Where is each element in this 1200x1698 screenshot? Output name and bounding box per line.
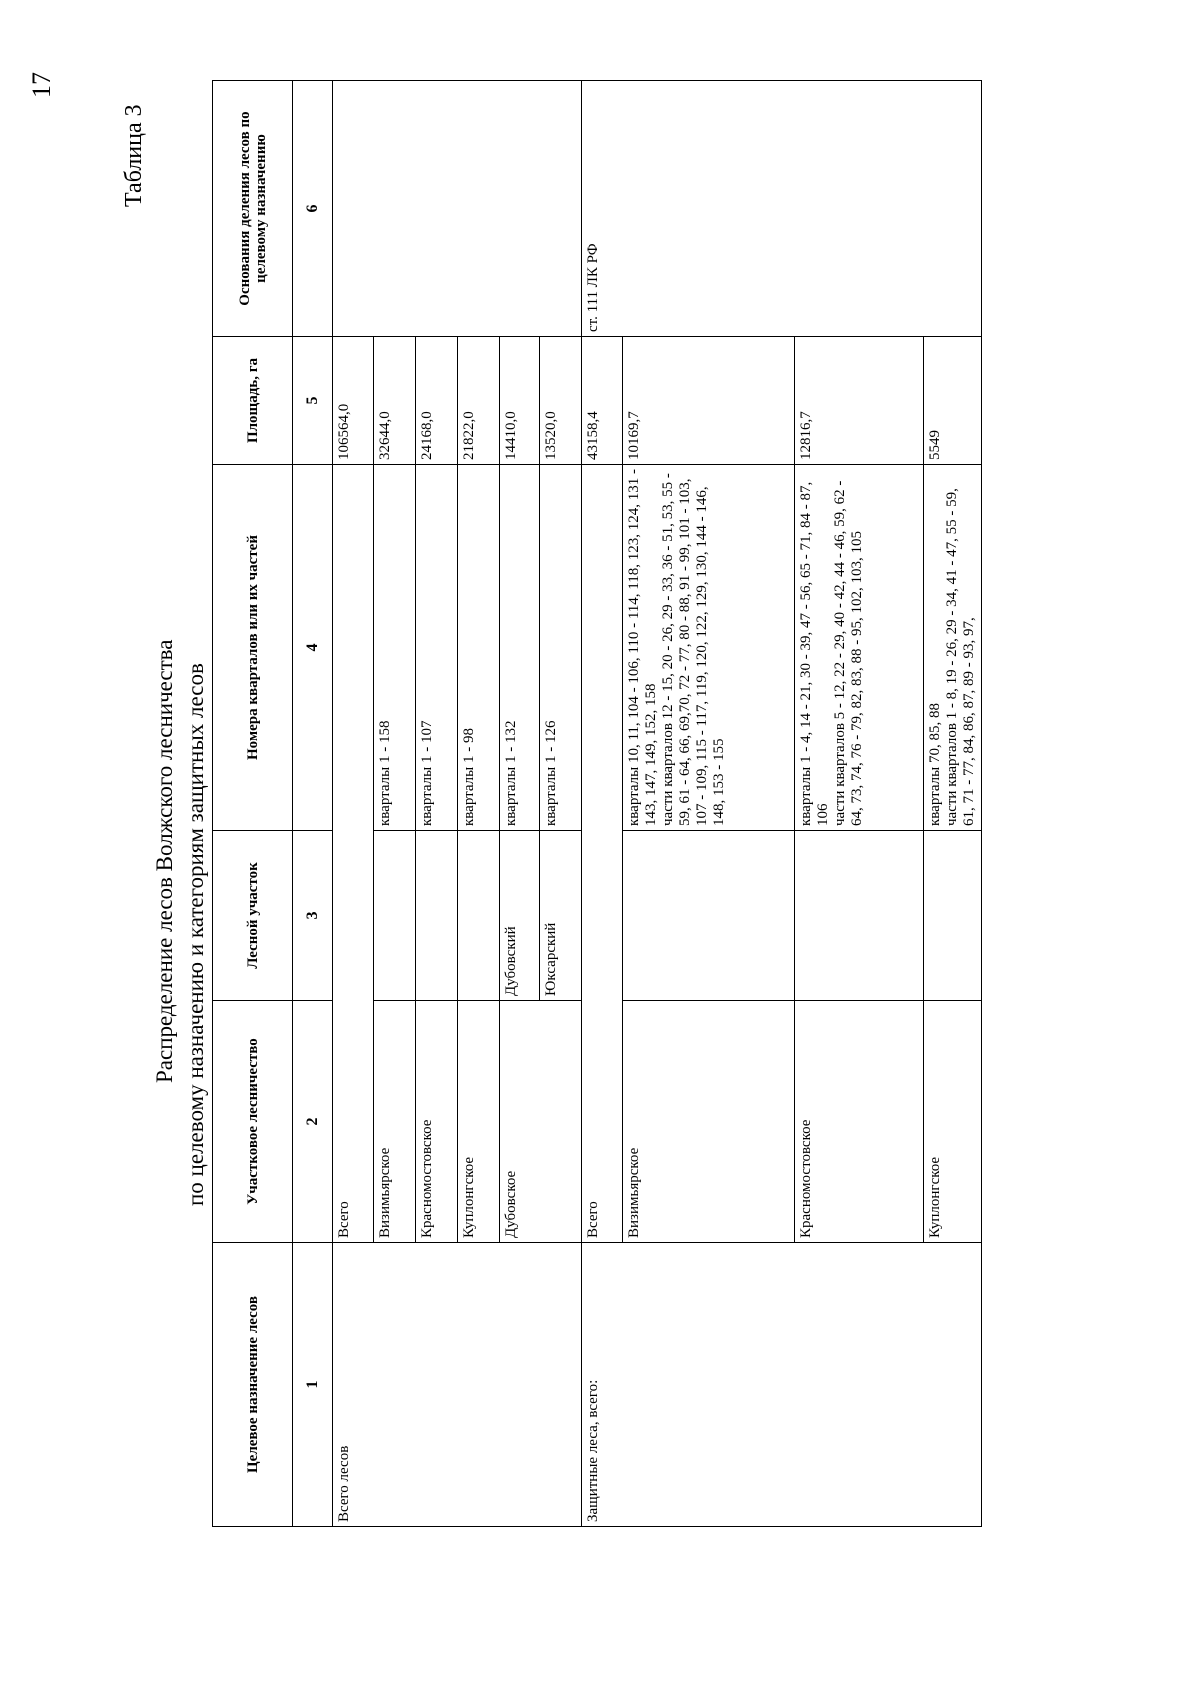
header-site: Лесной участок bbox=[213, 831, 293, 1001]
area-cell: 12816,7 bbox=[795, 337, 924, 465]
header-basis: Основания деления лесов по целевому назначению bbox=[213, 81, 293, 337]
district-cell: Визимьярское bbox=[373, 1001, 415, 1243]
column-number: 3 bbox=[293, 831, 333, 1001]
district-cell: Красномостовское bbox=[415, 1001, 457, 1243]
quarters-cell: кварталы 10, 11, 104 - 106, 110 - 114, 118, 123, 124, 131 - 143, 147, 149, 152, 158 части кварталов 12 - 15, 20 - 26, 29 - 33, 36 - 51, 53, 55 - 59, 61 - 64, 66, 69,70, 72 - 77, 80 - 88, 91 - 99, 101 - 103, 107 - 109, 115 - 117, 119, 120, 122, 129, 130, 144 - 146, 148, 153 - 155 bbox=[622, 465, 795, 831]
area-cell: 32644,0 bbox=[373, 337, 415, 465]
district-cell: Визимьярское bbox=[622, 1001, 795, 1243]
basis-cell bbox=[333, 81, 582, 337]
header-quarters: Номера кварталов или их частей bbox=[213, 465, 293, 831]
column-number: 6 bbox=[293, 81, 333, 337]
column-number-row bbox=[293, 81, 333, 1527]
area-cell: 14410,0 bbox=[500, 337, 540, 465]
table-label: Таблица 3 bbox=[121, 104, 147, 207]
table-row bbox=[333, 81, 373, 1527]
district-cell: Дубовское bbox=[500, 1001, 582, 1243]
area-cell: 106564,0 bbox=[333, 337, 373, 465]
column-number: 5 bbox=[293, 337, 333, 465]
table-row bbox=[582, 81, 622, 1527]
quarters-cell: кварталы 1 - 4, 14 - 21, 30 - 39, 47 - 56, 65 - 71, 84 - 87, 106 части кварталов 5 - 12, 22 - 29, 40 - 42, 44 - 46, 59, 62 - 64, 73, 74, 76 - 79, 82, 83, 88 - 95, 102, 103, 105 bbox=[795, 465, 924, 831]
site-cell: Юксарский bbox=[540, 831, 582, 1001]
quarters-cell bbox=[582, 465, 622, 831]
column-number: 1 bbox=[293, 1243, 333, 1527]
header-area: Площадь, га bbox=[213, 337, 293, 465]
table-title-line-2: по целевому назначению и категориям защитных лесов bbox=[183, 663, 208, 1206]
area-cell: 43158,4 bbox=[582, 337, 622, 465]
district-cell: Всего bbox=[582, 1001, 622, 1243]
quarters-cell: кварталы 1 - 126 bbox=[540, 465, 582, 831]
rotated-table-container bbox=[212, 81, 982, 1527]
purpose-cell: Всего лесов bbox=[333, 1243, 582, 1527]
header-district: Участковое лесничество bbox=[213, 1001, 293, 1243]
district-cell: Куплонгское bbox=[923, 1001, 981, 1243]
table-title-line-1: Распределение лесов Волжского лесничества bbox=[152, 639, 177, 1083]
quarters-cell: кварталы 1 - 107 bbox=[415, 465, 457, 831]
quarters-cell bbox=[333, 465, 373, 831]
area-cell: 24168,0 bbox=[415, 337, 457, 465]
area-cell: 13520,0 bbox=[540, 337, 582, 465]
district-cell: Красномостовское bbox=[795, 1001, 924, 1243]
header-row bbox=[213, 81, 293, 1527]
area-cell: 21822,0 bbox=[457, 337, 499, 465]
page-number: 17 bbox=[27, 72, 56, 98]
purpose-cell: Защитные леса, всего: bbox=[582, 1243, 982, 1527]
column-number: 2 bbox=[293, 1001, 333, 1243]
basis-cell: ст. 111 ЛК РФ bbox=[582, 81, 982, 337]
forest-distribution-table bbox=[212, 80, 982, 1527]
district-cell: Всего bbox=[333, 1001, 373, 1243]
quarters-cell: кварталы 1 - 98 bbox=[457, 465, 499, 831]
quarters-cell: кварталы 70, 85, 88 части кварталов 1 - 8, 19 - 26, 29 - 34, 41 - 47, 55 - 59, 61, 71 - 77, 84, 86, 87, 89 - 93, 97, bbox=[923, 465, 981, 831]
site-cell: Дубовский bbox=[500, 831, 540, 1001]
district-cell: Куплонгское bbox=[457, 1001, 499, 1243]
area-cell: 5549 bbox=[923, 337, 981, 465]
quarters-cell: кварталы 1 - 132 bbox=[500, 465, 540, 831]
quarters-cell: кварталы 1 - 158 bbox=[373, 465, 415, 831]
area-cell: 10169,7 bbox=[622, 337, 795, 465]
column-number: 4 bbox=[293, 465, 333, 831]
header-purpose: Целевое назначение лесов bbox=[213, 1243, 293, 1527]
